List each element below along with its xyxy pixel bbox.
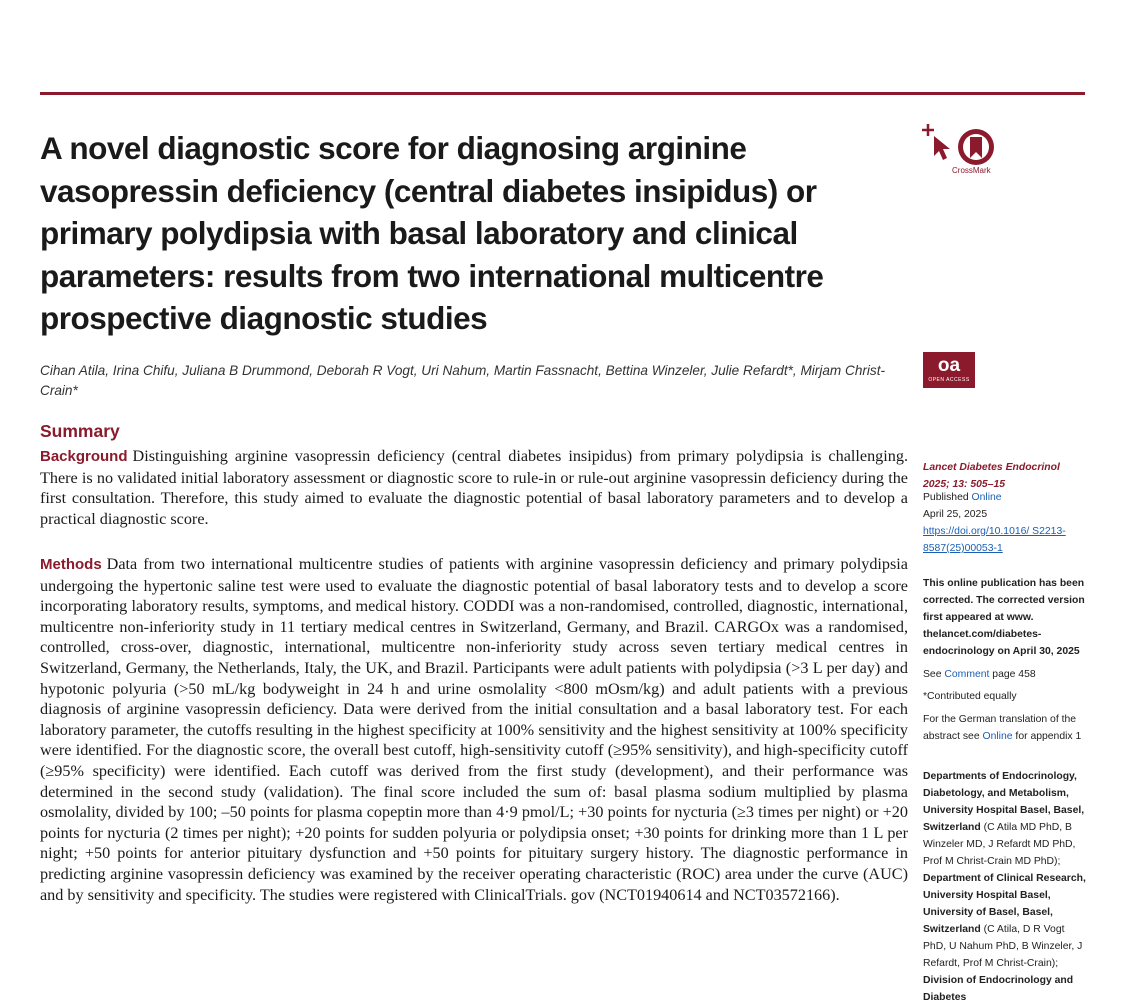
cursor-plus-icon (922, 124, 950, 160)
contributed-equally-note: *Contributed equally (923, 691, 1017, 703)
methods-paragraph (40, 554, 908, 905)
online-link[interactable]: Online (971, 492, 1002, 503)
affiliation-1-authors: (C Atila MD PhD, B Winzeler MD, J Refardt MD PhD, Prof M Christ-Crain MD PhD); (923, 822, 1076, 868)
published-info (923, 489, 1088, 557)
affiliation-2-authors: (C Atila, D R Vogt PhD, U Nahum PhD, B Winzeler, J Refardt, Prof M Christ-Crain); (923, 924, 1083, 970)
comment-prefix: See (923, 669, 945, 681)
background-paragraph (40, 446, 908, 529)
header-rule (40, 92, 1085, 95)
doi-link[interactable]: https://doi.org/10.1016/ S2213-8587(25)00053-1 (923, 526, 1066, 554)
background-text: Distinguishing arginine vasopressin deficiency (central diabetes insipidus) from primary polydipsia is challenging. There is no validated initial laboratory assessment or diagnostic score to rule-in or rule-out arginine vasopressin deficiency during the first consultation. Therefore, this study aimed to evaluate the diagnostic potential of basal laboratory parameters and to develop a practical diagnostic score. (40, 447, 908, 528)
article-title: A novel diagnostic score for diagnosing arginine vasopressin deficiency (central diabetes insipidus) or primary polydipsia with basal laboratory and clinical parameters: results from two international multicentre prospective diagnostic studies (40, 130, 824, 336)
open-access-text: OPEN ACCESS (928, 377, 970, 383)
journal-citation: Lancet Diabetes Endocrinol 2025; 13: 505–15 (923, 462, 1060, 491)
affiliations (923, 768, 1088, 1006)
german-translation-note (923, 711, 1088, 745)
published-prefix: Published (923, 492, 972, 503)
german-prefix: For the German translation of the abstract see (923, 714, 1077, 743)
authors: Cihan Atila, Irina Chifu, Juliana B Drummond, Deborah R Vogt, Uri Nahum, Martin Fassnacht, Bettina Winzeler, Julie Refardt*, Mirjam Christ-Crain* (40, 363, 886, 398)
methods-text: Data from two international multicentre studies of patients with arginine vasopressin deficiency and primary polydipsia undergoing the hypertonic saline test were used to evaluate the diagnostic potential of basal laboratory tests and to develop a score incorporating laboratory results, symptoms, and medical history. CODDI was a non-randomised, controlled, diagnostic, international, multicentre non-inferiority study in 11 tertiary medical centres in Switzerland, Germany, and Brazil. CARGOx was a randomised, controlled, cross-over, diagnostic, international, multicentre non-inferiority study across seven tertiary medical centres in Switzerland, Germany, the Netherlands, Italy, the UK, and Brazil. Participants were adult patients with polydipsia (>3 L per day) and hypotonic polyuria (>50 mL/kg bodyweight in 24 h and urine osmolality <800 mOsm/kg) and adult patients with a previous diagnosis of arginine vasopressin deficiency. Data were derived from the initial consultation and a basal laboratory test. For each laboratory parameter, the cutoffs resulting in the highest specificity at 100% sensitivity and the highest sensitivity at 100% specificity were identified. For the diagnostic score, the overall best cutoff, high-sensitivity cutoff (≥95% sensitivity), and high-specificity cutoff (≥95% specificity) were identified. Each cutoff was derived from the first study (development), and their performance was determined in the second study (validation). The final score included the sum of: basal plasma sodium multiplied by plasma osmolality, divided by 100; –50 points for plasma copeptin more than 4·9 pmol/L; +30 points for nycturia (≥3 times per night) or +20 points for nycturia (2 times per night); +20 points for sudden polyuria or polydipsia onset; +30 points for drinking more than 1 L per night; +50 points for anterior pituitary dysfunction and +50 points for pituitary surgery history. The diagnostic performance in predicting arginine vasopressin deficiency was examined by the receiver operating characteristic (ROC) area under the curve (AUC) and by sensitivity and specificity. The studies were registered with ClinicalTrials. gov (NCT01940614 and NCT03572166). (40, 555, 908, 904)
correction-note: This online publication has been corrected. The corrected version first appeared at www. thelancet.com/diabetes-endocrinology on April 30, 2025 (923, 578, 1085, 658)
comment-link[interactable]: Comment (944, 669, 990, 681)
methods-label: Methods (40, 556, 102, 573)
german-online-link[interactable]: Online (982, 731, 1013, 743)
open-access-badge[interactable] (923, 352, 975, 388)
published-date: April 25, 2025 (923, 509, 988, 520)
comment-reference (923, 666, 1088, 683)
bookmark-circle-icon (958, 129, 994, 165)
background-label: Background (40, 448, 128, 465)
summary-heading: Summary (40, 421, 120, 441)
affiliation-1-name: Departments of Endocrinology, Diabetology, and Metabolism, University Hospital Basel, Basel, Switzerland (923, 771, 1085, 834)
affiliation-3-name: Division of Endocrinology and Diabetes (923, 975, 1074, 1004)
german-suffix: for appendix 1 (1012, 731, 1082, 743)
crossmark-label: CrossMark (952, 166, 991, 175)
oa-text: oa (937, 355, 961, 376)
comment-suffix: page 458 (989, 669, 1036, 681)
affiliation-2-name: Department of Clinical Research, University Hospital Basel, University of Basel, Basel, Switzerland (923, 873, 1086, 936)
